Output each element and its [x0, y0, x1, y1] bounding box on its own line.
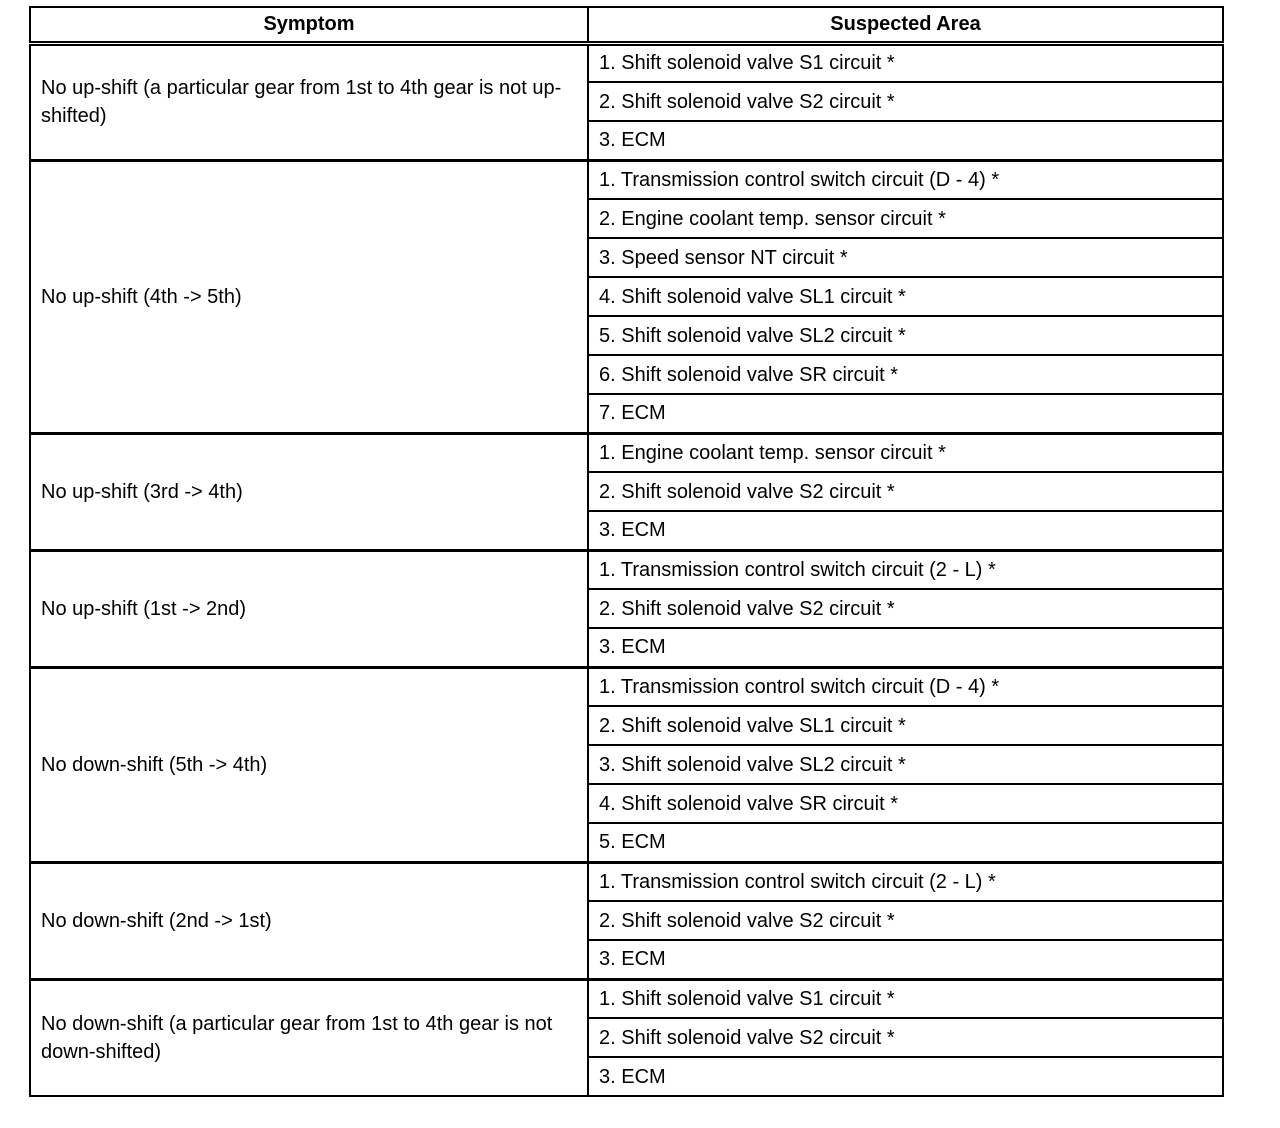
symptom-cell: No down-shift (a particular gear from 1st to 4th gear is not down-shifted): [30, 979, 588, 1096]
suspected-area-cell: 2. Shift solenoid valve S2 circuit *: [588, 82, 1223, 121]
suspected-area-cell: 5. ECM: [588, 823, 1223, 862]
suspected-area-cell: 2. Shift solenoid valve S2 circuit *: [588, 472, 1223, 511]
suspected-area-cell: 3. Speed sensor NT circuit *: [588, 238, 1223, 277]
header-row: [30, 7, 1223, 43]
suspected-area-cell: 1. Transmission control switch circuit (D - 4) *: [588, 160, 1223, 199]
table-row: [30, 43, 1223, 82]
suspected-area-cell: 4. Shift solenoid valve SL1 circuit *: [588, 277, 1223, 316]
table-row: [30, 433, 1223, 472]
symptom-table: [29, 6, 1224, 1097]
symptom-cell: No down-shift (5th -> 4th): [30, 667, 588, 862]
table-row: [30, 550, 1223, 589]
suspected-area-cell: 7. ECM: [588, 394, 1223, 433]
table-row: [30, 667, 1223, 706]
suspected-area-cell: 6. Shift solenoid valve SR circuit *: [588, 355, 1223, 394]
table-row: [30, 862, 1223, 901]
suspected-area-cell: 3. ECM: [588, 940, 1223, 979]
suspected-area-cell: 1. Transmission control switch circuit (2 - L) *: [588, 862, 1223, 901]
suspected-area-cell: 1. Shift solenoid valve S1 circuit *: [588, 43, 1223, 82]
suspected-area-cell: 4. Shift solenoid valve SR circuit *: [588, 784, 1223, 823]
header-symptom: Symptom: [30, 7, 588, 43]
symptom-cell: No up-shift (4th -> 5th): [30, 160, 588, 433]
suspected-area-cell: 1. Shift solenoid valve S1 circuit *: [588, 979, 1223, 1018]
suspected-area-cell: 2. Shift solenoid valve S2 circuit *: [588, 901, 1223, 940]
suspected-area-cell: 2. Shift solenoid valve SL1 circuit *: [588, 706, 1223, 745]
suspected-area-cell: 3. ECM: [588, 121, 1223, 160]
suspected-area-cell: 1. Transmission control switch circuit (D - 4) *: [588, 667, 1223, 706]
suspected-area-cell: 1. Engine coolant temp. sensor circuit *: [588, 433, 1223, 472]
symptom-cell: No down-shift (2nd -> 1st): [30, 862, 588, 979]
suspected-area-cell: 3. ECM: [588, 628, 1223, 667]
header-suspected-area: Suspected Area: [588, 7, 1223, 43]
table-row: [30, 979, 1223, 1018]
symptom-cell: No up-shift (a particular gear from 1st to 4th gear is not up-shifted): [30, 43, 588, 160]
symptom-table-container: [29, 6, 1222, 1097]
symptom-cell: No up-shift (3rd -> 4th): [30, 433, 588, 550]
suspected-area-cell: 2. Engine coolant temp. sensor circuit *: [588, 199, 1223, 238]
symptom-cell: No up-shift (1st -> 2nd): [30, 550, 588, 667]
table-row: [30, 160, 1223, 199]
suspected-area-cell: 5. Shift solenoid valve SL2 circuit *: [588, 316, 1223, 355]
suspected-area-cell: 3. Shift solenoid valve SL2 circuit *: [588, 745, 1223, 784]
suspected-area-cell: 3. ECM: [588, 1057, 1223, 1096]
suspected-area-cell: 3. ECM: [588, 511, 1223, 550]
suspected-area-cell: 2. Shift solenoid valve S2 circuit *: [588, 589, 1223, 628]
suspected-area-cell: 1. Transmission control switch circuit (2 - L) *: [588, 550, 1223, 589]
suspected-area-cell: 2. Shift solenoid valve S2 circuit *: [588, 1018, 1223, 1057]
table-body: [30, 43, 1223, 1096]
